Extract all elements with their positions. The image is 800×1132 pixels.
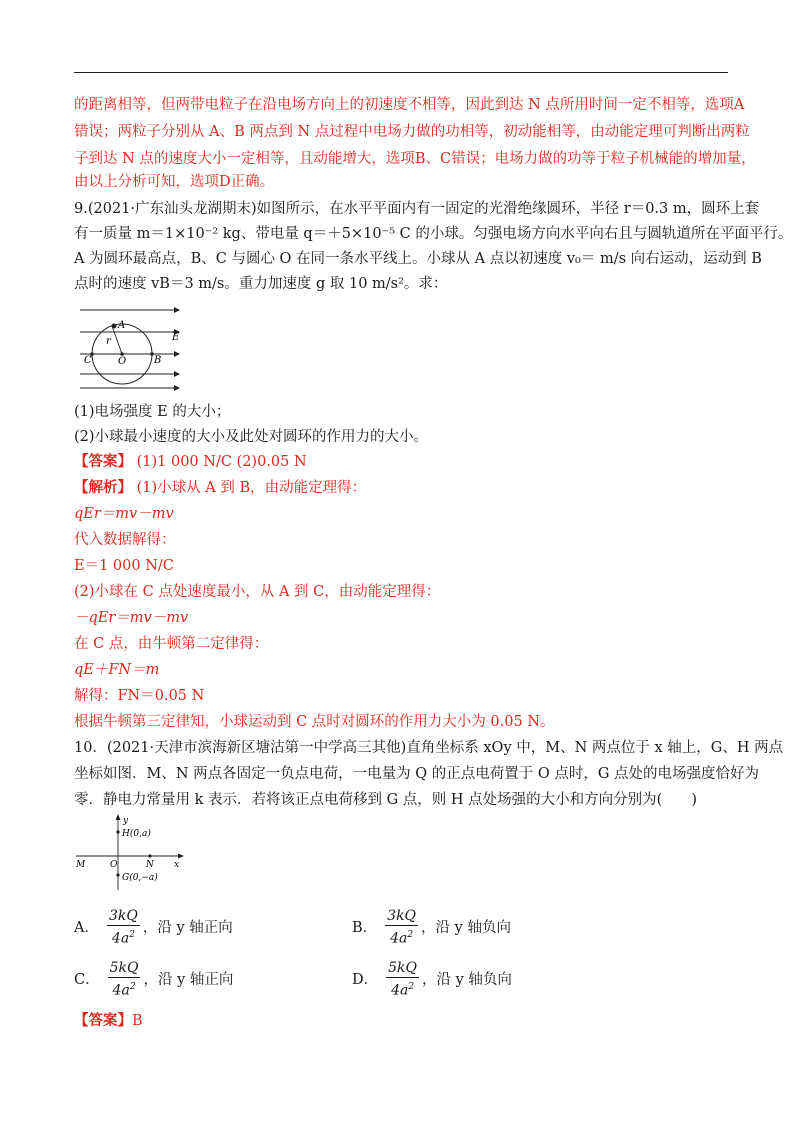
option-text: ，沿 y 轴正向	[143, 971, 234, 988]
label-o: O	[118, 356, 127, 367]
q9-sub-question-1: (1)电场强度 E 的大小；	[74, 404, 231, 420]
label-r: r	[106, 336, 111, 347]
label-e: E	[172, 332, 180, 343]
option-letter: A．	[74, 919, 99, 936]
label-a: A	[118, 320, 126, 331]
label-n: N	[146, 860, 154, 870]
explanation-line-1: 的距离相等，但两带电粒子在沿电场方向上的初速度不相等，因此到达 N 点所用时间一定不相等，选项A	[74, 97, 745, 113]
q9-analysis	[74, 478, 366, 498]
answer-tag: 【答案】	[74, 1012, 132, 1029]
q9-step-7: qE＋FN＝m	[74, 662, 160, 678]
option-text: ，沿 y 轴负向	[421, 919, 511, 936]
label-y: y	[123, 816, 129, 826]
q9-step-3: E＝1 000 N/C	[74, 558, 174, 574]
option-text: ，沿 y 轴负向	[422, 971, 512, 988]
q9-stem-line-4: 点时的速度 vB＝3 m/s。重力加速度 g 取 10 m/s²。求：	[74, 276, 448, 292]
option-fraction: $\frac{5kQ}{4a^2}$	[388, 960, 418, 999]
q9-stem-line-1: 9.(2021·广东汕头龙湖期末)如图所示，在水平平面内有一固定的光滑绝缘圆环，半径 r＝0.3 m，圆环上套	[74, 201, 760, 217]
answer-tag: 【答案】	[74, 453, 132, 470]
label-b: B	[154, 355, 162, 366]
label-c: C	[84, 355, 92, 366]
q9-step-4: (2)小球在 C 点处速度最小，从 A 到 C，由动能定理得：	[74, 584, 441, 600]
option-fraction: $\frac{5kQ}{4a^2}$	[109, 960, 139, 999]
option-fraction: $\frac{3kQ}{4a^2}$	[387, 908, 417, 947]
q9-step-6: 在 C 点，由牛顿第二定律得：	[74, 636, 269, 652]
option-letter: D．	[352, 971, 379, 988]
label-m: M	[76, 860, 86, 870]
q9-sub-question-2: (2)小球最小速度的大小及此处对圆环的作用力的大小。	[74, 429, 429, 445]
field-lines	[80, 310, 174, 388]
ball	[112, 324, 117, 329]
label-h: H(0,a)	[122, 829, 151, 839]
q9-step-9: 根据牛顿第三定律知，小球运动到 C 点时对圆环的作用力大小为 0.05 N。	[74, 714, 555, 730]
analysis-first-line: (1)小球从 A 到 B，由动能定理得：	[132, 480, 367, 496]
q9-step-2: 代入数据解得：	[74, 532, 176, 548]
label-o: O	[110, 860, 118, 870]
q9-stem-line-2: 有一质量 m＝1×10⁻² kg、带电量 q＝＋5×10⁻⁵ C 的小球。匀强电场方向水平向右且与圆轨道所在平面平行。	[74, 226, 793, 242]
option-b[interactable]	[352, 908, 511, 948]
label-g: G(0,−a)	[122, 873, 158, 883]
analysis-tag: 【解析】	[74, 479, 132, 496]
option-letter: C．	[74, 971, 100, 988]
option-letter: B．	[352, 919, 378, 936]
option-a[interactable]	[74, 908, 233, 948]
answer-text: (1)1 000 N/C (2)0.05 N	[132, 454, 307, 470]
q10-stem-line-2: 坐标如图．M、N 两点各固定一负点电荷，一电量为 Q 的正点电荷置于 O 点时，G 点处的电场强度恰好为	[74, 766, 760, 782]
q9-step-5: －qEr＝mv－mv	[74, 610, 189, 626]
q9-answer	[74, 452, 307, 472]
q10-stem-line-3: 零．静电力常量用 k 表示．若将该正点电荷移到 G 点，则 H 点处场强的大小和方向分别为( )	[74, 792, 697, 808]
q9-step-1: qEr＝mv－mv	[74, 506, 174, 522]
q9-stem-line-3: A 为圆环最高点，B、C 与圆心 O 在同一条水平线上。小球从 A 点以初速度 v₀＝ m/s 向右运动，运动到 B	[74, 251, 762, 267]
q10-figure-axes	[74, 812, 194, 892]
q10-stem-line-1: 10．(2021·天津市滨海新区塘沽第一中学高三其他)直角坐标系 xOy 中，M、N 两点位于 x 轴上，G、H 两点	[74, 740, 784, 756]
explanation-line-3: 子到达 N 点的速度大小一定相等，且动能增大，选项B、C错误；电场力做的功等于粒子机械能的增加量，	[74, 151, 756, 167]
q9-step-8: 解得：FN＝0.05 N	[74, 688, 205, 704]
option-text: ，沿 y 轴正向	[142, 919, 233, 936]
option-c[interactable]	[74, 960, 233, 1000]
option-d[interactable]	[352, 960, 512, 1000]
explanation-line-2: 错误；两粒子分别从 A、B 两点到 N 点过程中电场力做的功相等，初动能相等，由动能定理可判断出两粒	[74, 124, 750, 140]
option-fraction: $\frac{3kQ}{4a^2}$	[108, 908, 138, 947]
q9-figure-ring-field	[74, 302, 186, 392]
label-x: x	[174, 860, 180, 870]
answer-text: B	[132, 1013, 143, 1029]
explanation-line-4: 由以上分析可知，选项D正确。	[74, 174, 275, 190]
header-rule	[74, 72, 728, 73]
q10-answer	[74, 1011, 143, 1031]
